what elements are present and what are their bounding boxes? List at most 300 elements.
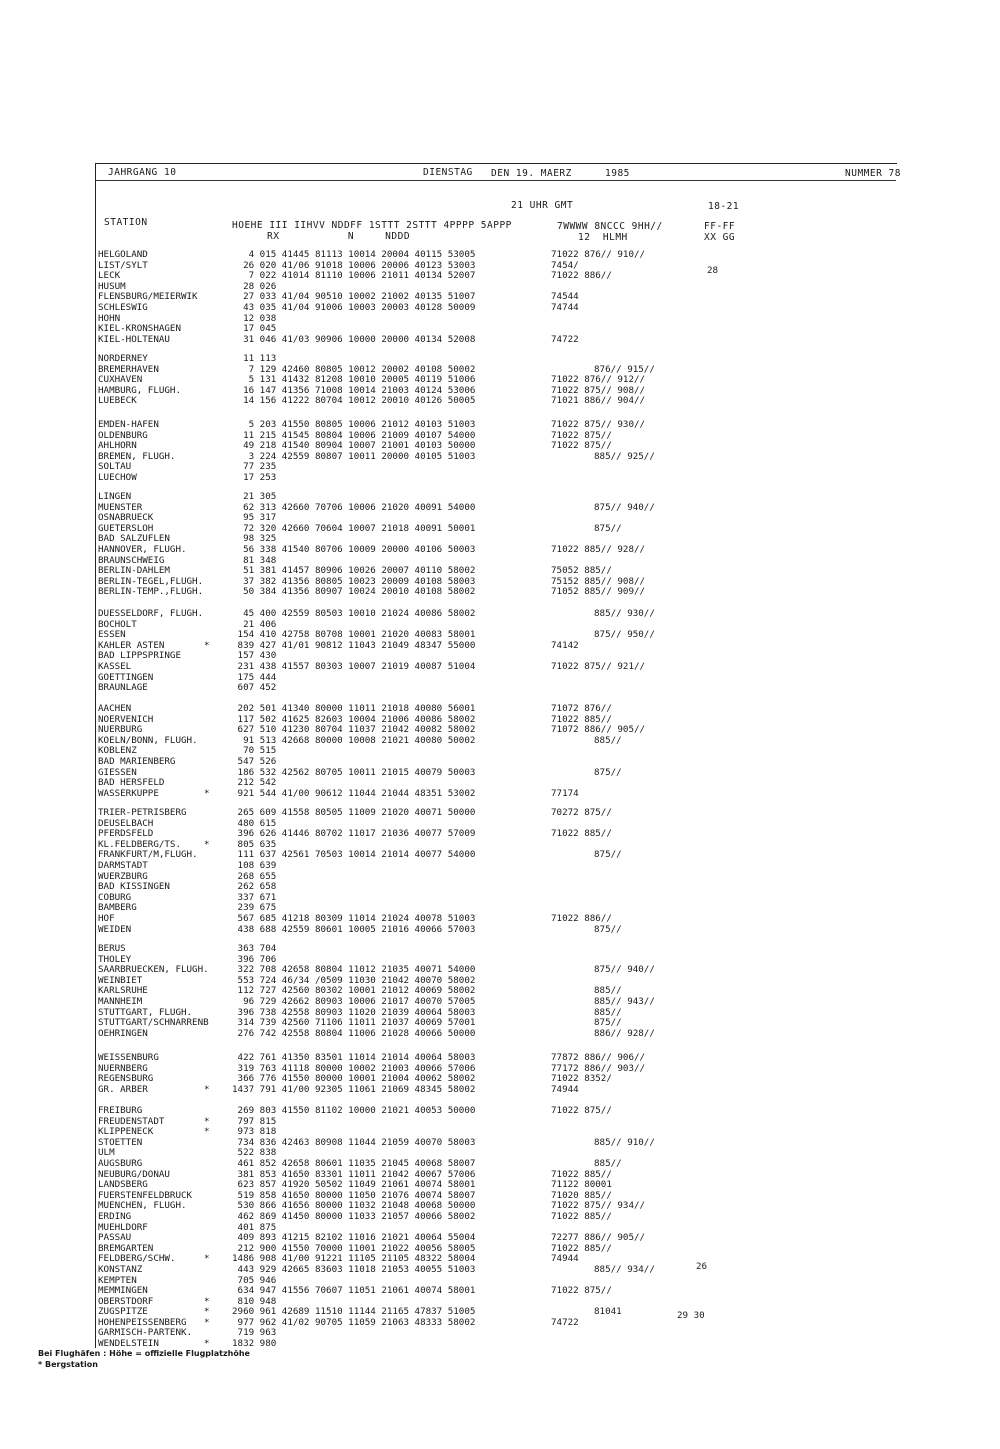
station-name: MUEHLDORF — [98, 1221, 148, 1233]
station-code-data: 11 215 41545 80804 10006 21009 40107 54000 — [232, 429, 476, 441]
mountain-marker: * — [204, 838, 210, 850]
station-code-data: 17 045 — [232, 323, 277, 335]
cloud-code-data: 885// 943// — [594, 995, 655, 1007]
footnote-airport-height: Bei Flughäfen : Höhe = offizielle Flugplatzhöhe — [38, 1349, 250, 1358]
table-row — [0, 250, 1000, 261]
station-code-data: 28 026 — [232, 280, 277, 292]
station-name: BREMGARTEN — [98, 1242, 154, 1254]
table-row — [0, 789, 1000, 800]
station-name: LUEBECK — [98, 395, 137, 407]
station-code-data: 401 875 — [232, 1221, 277, 1233]
station-code-data: 186 532 42562 80705 10011 21015 40079 50003 — [232, 766, 476, 778]
table-row — [0, 1223, 1000, 1234]
station-name: ESSEN — [98, 629, 126, 641]
mountain-marker: * — [204, 1338, 210, 1350]
station-name: KASSEL — [98, 660, 132, 672]
station-name: WEIDEN — [98, 923, 132, 935]
table-row — [0, 903, 1000, 914]
table-row — [0, 704, 1000, 715]
station-name: OEHRINGEN — [98, 1027, 148, 1039]
table-row — [0, 545, 1000, 556]
extra-code-data: 71022 875// 908// — [551, 384, 646, 396]
side-number-28: 28 — [707, 265, 719, 276]
station-group — [0, 492, 1000, 598]
station-code-data: 7 022 41014 81110 10006 21011 40134 52007 — [232, 270, 476, 282]
mountain-marker: * — [204, 1253, 210, 1265]
table-row — [0, 452, 1000, 463]
station-name: PFERDSFELD — [98, 828, 154, 840]
station-name: ZUGSPITZE — [98, 1306, 148, 1318]
table-row — [0, 271, 1000, 282]
station-code-data: 49 218 41540 80904 10007 21001 40103 50000 — [232, 440, 476, 452]
station-name: OSNABRUECK — [98, 512, 154, 524]
table-row — [0, 620, 1000, 631]
station-name: ERDING — [98, 1210, 132, 1222]
extra-code-data: 74722 — [551, 333, 579, 345]
station-name: BERLIN-DAHLEM — [98, 565, 170, 577]
mountain-marker: * — [204, 1295, 210, 1307]
station-code-data: 480 615 — [232, 817, 277, 829]
extra-code-data: 77174 — [551, 787, 579, 799]
station-name: HANNOVER, FLUGH. — [98, 543, 187, 555]
station-name: GIESSEN — [98, 766, 137, 778]
extra-code-data: 71022 875// — [551, 1105, 612, 1116]
station-code-data: 5 131 41432 81208 10010 20005 40119 51006 — [232, 374, 476, 386]
extra-code-data: 74744 — [551, 301, 579, 313]
table-row — [0, 431, 1000, 442]
issue-number: NUMMER 78 — [845, 168, 901, 179]
station-code-data: 231 438 41557 80303 10007 21019 40087 51004 — [232, 660, 476, 672]
station-code-data: 7 129 42460 80805 10012 20002 40108 50002 — [232, 363, 476, 375]
station-code-data: 268 655 — [232, 870, 277, 882]
table-row — [0, 986, 1000, 997]
station-name: MANNHEIM — [98, 995, 143, 1007]
station-code-data: 157 430 — [232, 650, 277, 662]
station-name: STOETTEN — [98, 1136, 143, 1148]
station-code-data: 2960 961 42689 11510 11144 21165 47837 51005 — [232, 1306, 476, 1318]
station-name: WASSERKUPPE — [98, 787, 159, 799]
station-name: FREUDENSTADT — [98, 1115, 165, 1127]
mountain-marker: * — [204, 1083, 210, 1095]
station-name: BERLIN-TEMP.,FLUGH. — [98, 586, 204, 598]
station-name: STUTTGART, FLUGH. — [98, 1006, 193, 1018]
station-code-data: 72 320 42660 70604 10007 21018 40091 50001 — [232, 522, 476, 534]
cloud-code-data: 876// 915// — [594, 363, 655, 375]
station-code-data: 4 015 41445 81113 10014 20004 40115 53005 — [232, 249, 476, 260]
station-code-data: 11 113 — [232, 353, 277, 364]
table-row — [0, 354, 1000, 365]
extra-code-data: 77872 886// 906// — [551, 1052, 646, 1063]
station-name: FRANKFURT/M,FLUGH. — [98, 849, 198, 861]
table-row — [0, 1127, 1000, 1138]
station-name: EMDEN-HAFEN — [98, 419, 159, 430]
station-code-data: 70 515 — [232, 745, 277, 757]
table-row — [0, 965, 1000, 976]
cloud-code-data: 875// — [594, 923, 622, 935]
station-code-data: 5 203 41550 80805 10006 21012 40103 51003 — [232, 419, 476, 430]
station-name: LINGEN — [98, 491, 132, 502]
table-row — [0, 1201, 1000, 1212]
station-name: GR. ARBER — [98, 1083, 148, 1095]
extra-code-data: 71022 875// — [551, 440, 612, 452]
station-code-data: 1832 980 — [232, 1338, 277, 1350]
station-name: HOF — [98, 912, 115, 924]
station-name: LANDSBERG — [98, 1179, 148, 1191]
extra-code-data: 71020 885// — [551, 1189, 612, 1201]
station-code-data: 154 410 42758 80708 10001 21020 40083 58001 — [232, 629, 476, 641]
station-code-data: 705 946 — [232, 1274, 277, 1286]
station-code-data: 202 501 41340 80000 11011 21018 40080 56001 — [232, 703, 476, 714]
station-code-data: 396 706 — [232, 953, 277, 965]
station-code-data: 319 763 41118 80000 10002 21003 40066 57006 — [232, 1062, 476, 1074]
cloud-code-data: 875// 950// — [594, 629, 655, 641]
station-code-data: 50 384 41356 80907 10024 20010 40108 58002 — [232, 586, 476, 598]
wind-column-header: FF-FF — [704, 221, 736, 232]
station-name: HUSUM — [98, 280, 126, 292]
station-code-data: 314 739 42560 71106 11011 21037 40069 57001 — [232, 1017, 476, 1029]
table-row — [0, 292, 1000, 303]
station-code-data: 51 381 41457 80906 10026 20007 40110 58002 — [232, 565, 476, 577]
table-row — [0, 1297, 1000, 1308]
station-name: SAARBRUECKEN, FLUGH. — [98, 964, 209, 976]
station-code-data: 438 688 42559 80601 10005 21016 40066 57003 — [232, 923, 476, 935]
station-code-data: 530 866 41656 80000 11032 21048 40068 50000 — [232, 1200, 476, 1212]
extra-column-subheader: 12 HLMH — [578, 232, 628, 243]
station-name: HELGOLAND — [98, 249, 148, 260]
station-name: CUXHAVEN — [98, 374, 143, 386]
station-name: THOLEY — [98, 953, 132, 965]
station-code-data: 797 815 — [232, 1115, 277, 1127]
station-group — [0, 354, 1000, 407]
station-name: KONSTANZ — [98, 1263, 143, 1275]
station-name: BAD MARIENBERG — [98, 755, 176, 767]
station-code-data: 269 803 41550 81102 10000 21021 40053 50000 — [232, 1105, 476, 1116]
station-code-data: 21 406 — [232, 618, 277, 630]
cloud-code-data: 885// — [594, 985, 622, 997]
wind-column-subheader: XX GG — [704, 232, 736, 243]
time-range: 18-21 — [708, 201, 740, 212]
extra-code-data: 75052 885// — [551, 565, 612, 577]
station-group — [0, 420, 1000, 484]
table-row — [0, 1106, 1000, 1117]
station-code-data: 112 727 42560 80302 10001 21012 40069 58002 — [232, 985, 476, 997]
table-row — [0, 1170, 1000, 1181]
station-code-data: 96 729 42662 80903 10006 21017 40070 57005 — [232, 995, 476, 1007]
station-code-data: 239 675 — [232, 902, 277, 914]
station-name: MUENSTER — [98, 501, 143, 513]
table-row — [0, 1276, 1000, 1287]
station-name: KL.FELDBERG/TS. — [98, 838, 181, 850]
table-row — [0, 715, 1000, 726]
station-name: MEMMINGEN — [98, 1285, 148, 1297]
extra-code-data: 7454/ — [551, 259, 579, 271]
cloud-code-data: 875// — [594, 849, 622, 861]
extra-code-data: 71022 876// 910// — [551, 249, 646, 260]
station-code-data: 91 513 42668 80000 10008 21021 40080 50002 — [232, 734, 476, 746]
station-name: KLIPPENECK — [98, 1126, 154, 1138]
mountain-marker: * — [204, 1306, 210, 1318]
extra-code-data: 71022 885// — [551, 713, 612, 725]
table-row — [0, 736, 1000, 747]
extra-code-data: 71021 886// 904// — [551, 395, 646, 407]
cloud-code-data: 81041 — [594, 1306, 622, 1318]
station-name: LECK — [98, 270, 121, 282]
station-name: WENDELSTEIN — [98, 1338, 159, 1350]
extra-code-data: 71022 875// 934// — [551, 1200, 646, 1212]
station-column-header: STATION — [104, 217, 148, 228]
station-name: KEMPTEN — [98, 1274, 137, 1286]
station-code-data: 921 544 41/00 90612 11044 21044 48351 53002 — [232, 787, 476, 799]
station-name: KIEL-HOLTENAU — [98, 333, 170, 345]
extra-code-data: 75152 885// 908// — [551, 575, 646, 587]
station-name: BAMBERG — [98, 902, 137, 914]
extra-code-data: 71022 875// — [551, 429, 612, 441]
station-code-data: 553 724 46/34 /0509 11030 21042 40070 58002 — [232, 974, 476, 986]
station-name: KARLSRUHE — [98, 985, 148, 997]
station-code-data: 547 526 — [232, 755, 277, 767]
station-code-data: 567 685 41218 80309 11014 21024 40078 51003 — [232, 912, 476, 924]
cloud-code-data: 885// — [594, 1006, 622, 1018]
station-code-data: 839 427 41/01 90812 11043 21049 48347 55000 — [232, 639, 476, 651]
station-name: BREMEN, FLUGH. — [98, 450, 176, 462]
station-group — [0, 1053, 1000, 1095]
station-group — [0, 944, 1000, 1039]
table-row — [0, 1138, 1000, 1149]
extra-code-data: 71022 8352/ — [551, 1073, 612, 1085]
station-code-data: 175 444 — [232, 671, 277, 683]
station-code-data: 14 156 41222 80704 10012 20010 40126 50005 — [232, 395, 476, 407]
station-name: WEINBIET — [98, 974, 143, 986]
station-name: SOLTAU — [98, 461, 132, 473]
extra-code-data: 70272 875// — [551, 807, 612, 818]
station-name: NOERVENICH — [98, 713, 154, 725]
side-number-29-30: 29 30 — [677, 1310, 705, 1321]
station-code-data: 1437 791 41/00 92305 11061 21069 48345 58002 — [232, 1083, 476, 1095]
table-row — [0, 335, 1000, 346]
extra-code-data: 72277 886// 905// — [551, 1232, 646, 1244]
table-row — [0, 1029, 1000, 1040]
station-name: AUGSBURG — [98, 1157, 143, 1169]
header-rule — [95, 180, 896, 181]
station-code-data: 634 947 41556 70607 11051 21061 40074 58001 — [232, 1285, 476, 1297]
station-code-data: 409 893 41215 82102 11016 21021 40064 55004 — [232, 1232, 476, 1244]
mountain-marker: * — [204, 1126, 210, 1138]
station-code-data: 810 948 — [232, 1295, 277, 1307]
station-code-data: 17 253 — [232, 471, 277, 483]
station-code-data: 262 658 — [232, 881, 277, 893]
year-label: 1985 — [605, 168, 630, 179]
code-column-subheader: RX N NDDD — [267, 231, 411, 242]
observation-time: 21 UHR GMT — [511, 200, 574, 211]
weekday-label: DIENSTAG — [423, 167, 473, 178]
station-code-data: 607 452 — [232, 682, 277, 694]
table-row — [0, 492, 1000, 503]
station-code-data: 522 838 — [232, 1147, 277, 1159]
cloud-code-data: 875// — [594, 1017, 622, 1029]
station-code-data: 337 671 — [232, 891, 277, 903]
station-name: OBERSTDORF — [98, 1295, 154, 1307]
station-name: HOHENPEISSENBERG — [98, 1316, 187, 1328]
table-row — [0, 473, 1000, 484]
station-code-data: 276 742 42558 80804 11006 21028 40066 50000 — [232, 1027, 476, 1039]
extra-code-data: 71022 885// — [551, 1242, 612, 1254]
station-code-data: 56 338 41540 80706 10009 20000 40106 50003 — [232, 543, 476, 555]
station-code-data: 443 929 42665 83603 11018 21053 40055 51003 — [232, 1263, 476, 1275]
station-name: BAD HERSFELD — [98, 777, 165, 789]
table-row — [0, 1085, 1000, 1096]
station-name: FLENSBURG/MEIERWIK — [98, 291, 198, 303]
station-group — [0, 1106, 1000, 1350]
extra-code-data: 71022 876// 912// — [551, 374, 646, 386]
station-name: KOBLENZ — [98, 745, 137, 757]
station-group — [0, 250, 1000, 345]
table-row — [0, 1254, 1000, 1265]
extra-code-data: 74944 — [551, 1253, 579, 1265]
cloud-code-data: 885// — [594, 1157, 622, 1169]
table-row — [0, 365, 1000, 376]
station-code-data: 519 858 41650 80000 11050 21076 40074 58007 — [232, 1189, 476, 1201]
extra-code-data: 77172 886// 903// — [551, 1062, 646, 1074]
table-row — [0, 850, 1000, 861]
station-code-data: 16 147 41356 71008 10014 21003 40124 53006 — [232, 384, 476, 396]
table-row — [0, 925, 1000, 936]
extra-code-data: 74722 — [551, 1316, 579, 1328]
side-number-26: 26 — [696, 1261, 708, 1272]
table-row — [0, 1018, 1000, 1029]
date-label: DEN 19. MAERZ — [491, 168, 572, 179]
extra-code-data: 71022 886// — [551, 270, 612, 282]
table-row — [0, 882, 1000, 893]
table-row — [0, 944, 1000, 955]
station-name: WUERZBURG — [98, 870, 148, 882]
station-code-data: 973 818 — [232, 1126, 277, 1138]
table-row — [0, 914, 1000, 925]
station-name: SCHLESWIG — [98, 301, 148, 313]
station-code-data: 3 224 42559 80807 10011 20000 40105 51003 — [232, 450, 476, 462]
table-row — [0, 609, 1000, 620]
extra-code-data: 71022 885// — [551, 828, 612, 840]
station-code-data: 212 542 — [232, 777, 277, 789]
station-name: FUERSTENFELDBRUCK — [98, 1189, 193, 1201]
station-name: NEUBURG/DONAU — [98, 1168, 170, 1180]
station-code-data: 805 635 — [232, 838, 277, 850]
station-name: ULM — [98, 1147, 115, 1159]
table-row — [0, 1159, 1000, 1170]
table-row — [0, 396, 1000, 407]
station-name: GOETTINGEN — [98, 671, 154, 683]
station-name: PASSAU — [98, 1232, 132, 1244]
station-code-data: 734 836 42463 80908 11044 21059 40070 58003 — [232, 1136, 476, 1148]
station-name: KOELN/BONN, FLUGH. — [98, 734, 198, 746]
station-group — [0, 808, 1000, 935]
extra-code-data: 71022 885// 928// — [551, 543, 646, 555]
station-code-data: 81 348 — [232, 554, 277, 566]
table-row — [0, 893, 1000, 904]
extra-code-data: 71072 886// 905// — [551, 724, 646, 736]
station-name: BAD KISSINGEN — [98, 881, 170, 893]
station-code-data: 1486 908 41/00 91221 11105 21105 48322 58004 — [232, 1253, 476, 1265]
station-code-data: 627 510 41230 80704 11037 21042 40082 58002 — [232, 724, 476, 736]
extra-code-data: 74544 — [551, 291, 579, 303]
station-code-data: 977 962 41/02 90705 11059 21063 48333 58002 — [232, 1316, 476, 1328]
station-code-data: 108 639 — [232, 859, 277, 871]
cloud-code-data: 885// 910// — [594, 1136, 655, 1148]
table-row — [0, 683, 1000, 694]
table-row — [0, 662, 1000, 673]
station-name: AHLHORN — [98, 440, 137, 452]
station-code-data: 26 020 41/06 91018 10006 20006 40123 53003 — [232, 259, 476, 271]
extra-code-data: 71022 875// 930// — [551, 419, 646, 430]
station-name: KIEL-KRONSHAGEN — [98, 323, 181, 335]
cloud-code-data: 885// 925// — [594, 450, 655, 462]
station-code-data: 62 313 42660 70706 10006 21020 40091 54000 — [232, 501, 476, 513]
station-name: DUESSELDORF, FLUGH. — [98, 608, 204, 619]
station-name: HOHN — [98, 312, 121, 324]
station-name: TRIER-PETRISBERG — [98, 807, 187, 818]
extra-code-data: 71072 876// — [551, 703, 612, 714]
station-name: BRAUNSCHWEIG — [98, 554, 165, 566]
table-row — [0, 757, 1000, 768]
station-code-data: 21 305 — [232, 491, 277, 502]
station-name: DEUSELBACH — [98, 817, 154, 829]
table-row — [0, 420, 1000, 431]
station-name: STUTTGART/SCHNARRENB — [98, 1017, 209, 1029]
table-row — [0, 1148, 1000, 1159]
extra-code-data: 71022 885// — [551, 1210, 612, 1222]
station-name: BRAUNLAGE — [98, 682, 148, 694]
station-name: AACHEN — [98, 703, 132, 714]
cloud-code-data: 885// — [594, 734, 622, 746]
extra-code-data: 71052 885// 909// — [551, 586, 646, 598]
station-code-data: 719 963 — [232, 1327, 277, 1339]
station-name: REGENSBURG — [98, 1073, 154, 1085]
table-row — [0, 673, 1000, 684]
footnote-mountain-station: * Bergstation — [38, 1360, 98, 1369]
table-row — [0, 651, 1000, 662]
station-name: DARMSTADT — [98, 859, 148, 871]
station-name: BREMERHAVEN — [98, 363, 159, 375]
extra-code-data: 71022 875// 921// — [551, 660, 646, 672]
station-code-data: 461 852 42658 80601 11035 21045 40068 58007 — [232, 1157, 476, 1169]
cloud-code-data: 875// — [594, 522, 622, 534]
station-name: BAD LIPPSPRINGE — [98, 650, 181, 662]
mountain-marker: * — [204, 1115, 210, 1127]
table-row — [0, 808, 1000, 819]
station-name: LIST/SYLT — [98, 259, 148, 271]
station-name: GUETERSLOH — [98, 522, 154, 534]
extra-code-data: 71022 886// — [551, 912, 612, 924]
extra-column-header: 7WWWW 8NCCC 9HH// — [557, 221, 663, 232]
station-code-data: 422 761 41350 83501 11014 21014 40064 58003 — [232, 1052, 476, 1063]
mountain-marker: * — [204, 787, 210, 799]
station-code-data: 396 626 41446 80702 11017 21036 40077 57009 — [232, 828, 476, 840]
station-code-data: 111 637 42561 70503 10014 21014 40077 54000 — [232, 849, 476, 861]
station-code-data: 212 900 41550 70000 11001 21022 40056 58005 — [232, 1242, 476, 1254]
cloud-code-data: 885// 934// — [594, 1263, 655, 1275]
station-name: NUERBURG — [98, 724, 143, 736]
station-name: FREIBURG — [98, 1105, 143, 1116]
table-row — [0, 261, 1000, 272]
cloud-code-data: 885// 930// — [594, 608, 655, 619]
station-name: NUERNBERG — [98, 1062, 148, 1074]
station-group — [0, 609, 1000, 694]
station-code-data: 98 325 — [232, 533, 277, 545]
station-code-data: 12 038 — [232, 312, 277, 324]
table-row — [0, 462, 1000, 473]
station-code-data: 117 502 41625 82603 10004 21006 40086 58002 — [232, 713, 476, 725]
station-code-data: 363 704 — [232, 943, 277, 954]
cloud-code-data: 875// 940// — [594, 964, 655, 976]
